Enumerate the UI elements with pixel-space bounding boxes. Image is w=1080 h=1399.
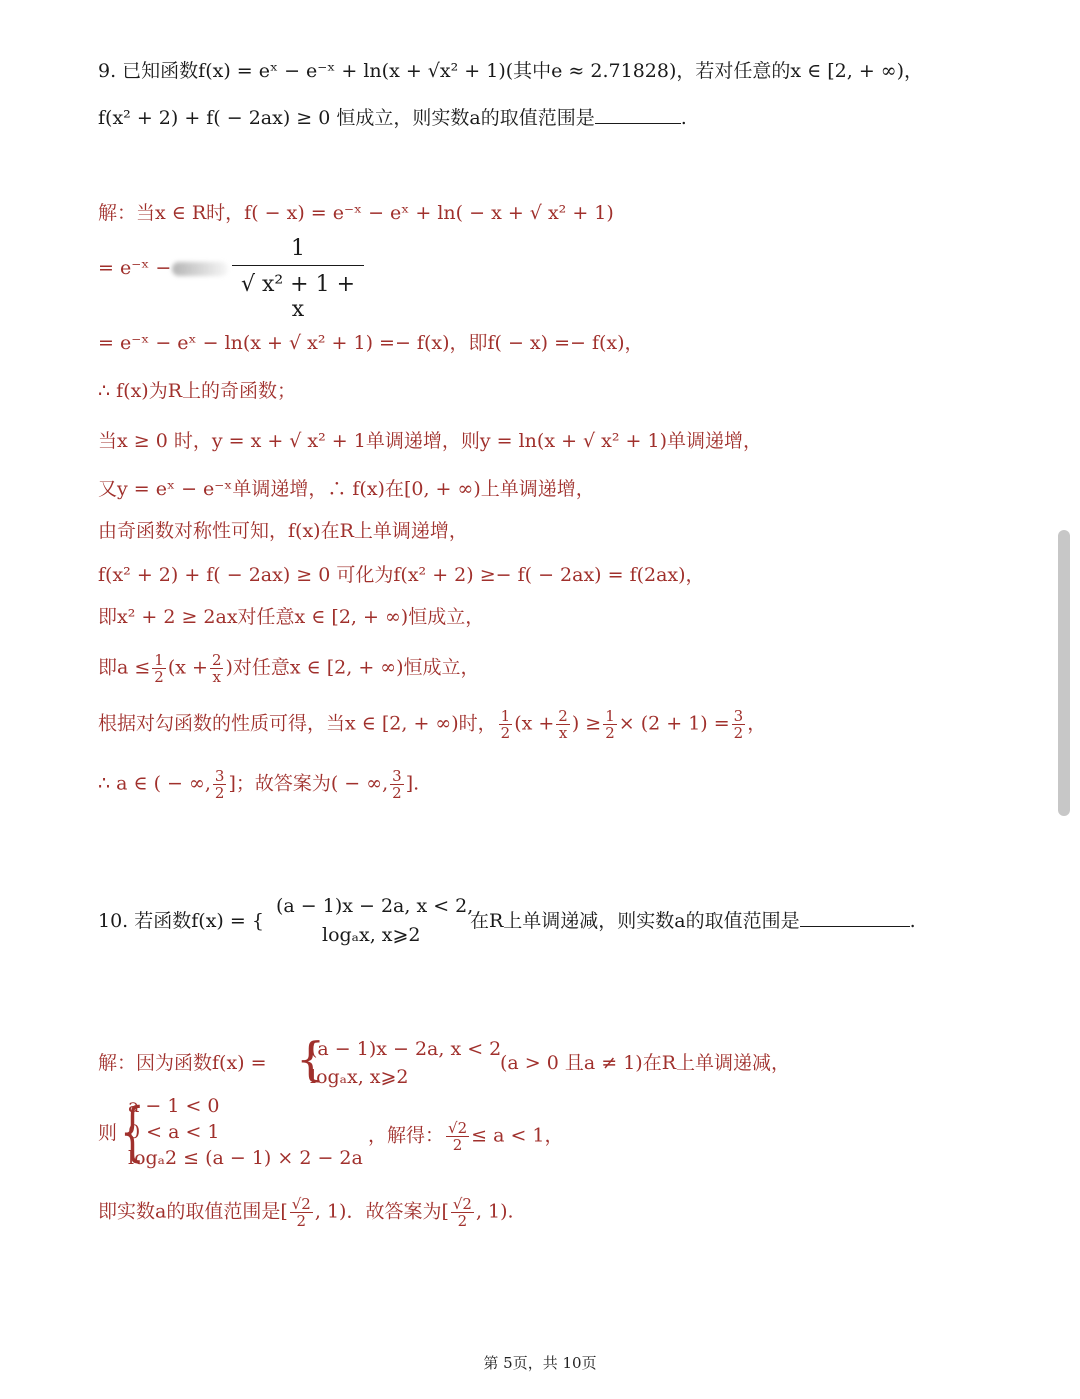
- fraction-numerator: √2: [448, 1119, 468, 1137]
- fraction-denominator: 2: [296, 1212, 307, 1230]
- text-segment: ，: [747, 712, 767, 735]
- text-segment: ∴ a ∈ ( − ∞,: [98, 772, 211, 795]
- question-10-text: 在R上单调递减，则实数a的取值范围是: [470, 910, 800, 932]
- text-segment: , 1).: [475, 1200, 514, 1223]
- text-segment: 即实数a的取值范围是[: [98, 1200, 288, 1223]
- question-9-line-1: 9. 已知函数f(x) = eˣ − e⁻ˣ + ln(x + √x² + 1)(其中e ≈ 2.71828)，若对任意的x ∈ [2, + ∞)，: [98, 60, 924, 82]
- fraction: [499, 708, 513, 741]
- solution-9-line-10: [98, 652, 480, 685]
- answer-blank: [595, 122, 681, 124]
- fraction-numerator: 1: [500, 707, 511, 725]
- solution-9-line-1: 解：当x ∈ R时，f( − x) = e⁻ˣ − eˣ + ln( − x + √ x² + 1): [98, 202, 614, 224]
- fraction-numerator: 1: [605, 707, 615, 725]
- fraction-denominator: 2: [214, 784, 225, 802]
- fraction: [290, 1196, 313, 1229]
- fraction-denominator: 2: [500, 724, 511, 742]
- question-10-suffix: [470, 908, 916, 934]
- solution-10-case-1: (a − 1)x − 2a, x < 2: [310, 1038, 502, 1060]
- solution-9-line-9: 即x² + 2 ≥ 2ax对任意x ∈ [2, + ∞)恒成立，: [98, 606, 485, 628]
- solution-9-line-6: 又y = eˣ − e⁻ˣ单调递增，∴ f(x)在[0, + ∞)上单调递增，: [98, 478, 595, 500]
- solution-9-fraction: [232, 236, 364, 322]
- period: .: [909, 910, 916, 932]
- solution-10-then: 则: [98, 1122, 118, 1144]
- system-condition-3: logₐ2 ≤ (a − 1) × 2 − 2a: [128, 1147, 363, 1169]
- solution-9-line-2-prefix: = e⁻ˣ −: [98, 257, 172, 279]
- question-10-prefix: 10. 若函数f(x) = {: [98, 910, 264, 932]
- fraction-numerator: √2: [291, 1195, 311, 1213]
- text-segment: × (2 + 1) =: [618, 712, 730, 735]
- solution-9-line-5: 当x ≥ 0 时，y = x + √ x² + 1单调递增，则y = ln(x + √ x² + 1)单调递增，: [98, 430, 763, 452]
- fraction-denominator: x: [212, 668, 221, 686]
- question-9-line-2: [98, 105, 687, 131]
- fraction: [390, 768, 404, 801]
- fraction-numerator: 1: [232, 236, 364, 266]
- fraction-denominator: 2: [457, 1212, 468, 1230]
- fraction: [451, 1196, 474, 1229]
- fraction-numerator: 1: [154, 651, 164, 669]
- text-segment: ]；故答案为( − ∞,: [228, 772, 389, 795]
- solution-10-line-3: [98, 1196, 514, 1229]
- text-segment: (x +: [514, 712, 555, 735]
- question-10-case-2: logₐx, x⩾2: [322, 924, 421, 946]
- solution-10-case-2: logₐx, x⩾2: [310, 1066, 409, 1088]
- question-9-text: f(x² + 2) + f( − 2ax) ≥ 0 恒成立，则实数a的取值范围是: [98, 107, 595, 129]
- solution-9-line-3: = e⁻ˣ − eˣ − ln(x + √ x² + 1) =− f(x)，即f( − x) =− f(x)，: [98, 332, 644, 354]
- text-segment: ≤ a < 1，: [471, 1124, 564, 1147]
- solution-9-line-8: f(x² + 2) + f( − 2ax) ≥ 0 可化为f(x² + 2) ≥− f( − 2ax) = f(2ax)，: [98, 564, 705, 586]
- text-segment: ) ≥: [571, 712, 602, 735]
- text-segment: )对任意x ∈ [2, + ∞)恒成立，: [225, 656, 480, 679]
- fraction-denominator: 2: [154, 668, 164, 686]
- solution-10-solve: [368, 1120, 564, 1153]
- vertical-scrollbar[interactable]: [1058, 530, 1070, 816]
- period: .: [680, 107, 687, 129]
- text-segment: 根据对勾函数的性质可得，当x ∈ [2, + ∞)时，: [98, 712, 497, 735]
- fraction-numerator: √2: [452, 1195, 472, 1213]
- page-footer: 第 5页，共 10页: [483, 1354, 597, 1372]
- fraction: [210, 652, 224, 685]
- solution-10-brace: {: [296, 1032, 326, 1086]
- text-segment: 即a ≤: [98, 656, 151, 679]
- fraction: [446, 1120, 469, 1153]
- fraction-denominator: 2: [452, 1136, 463, 1154]
- fraction-numerator: 3: [214, 767, 225, 785]
- fraction-numerator: 2: [211, 651, 222, 669]
- solution-9-line-12: [98, 768, 419, 801]
- fraction: [556, 708, 570, 741]
- question-10-case-1: (a − 1)x − 2a, x < 2,: [276, 895, 474, 917]
- fraction-denominator: 2: [605, 724, 615, 742]
- fraction-denominator: 2: [733, 724, 744, 742]
- system-condition-2: 0 < a < 1: [128, 1121, 220, 1143]
- text-segment: ].: [405, 772, 420, 795]
- fraction: [603, 708, 617, 741]
- fraction: [152, 652, 166, 685]
- fraction-numerator: 3: [392, 767, 402, 785]
- fraction-denominator: √ x² + 1 + x: [240, 272, 356, 322]
- fraction-denominator: x: [558, 724, 568, 742]
- fraction-denominator: 2: [392, 784, 402, 802]
- fraction-numerator: 3: [733, 707, 744, 725]
- blurred-region: [172, 262, 228, 276]
- text-segment: ，解得：: [368, 1124, 445, 1147]
- text-segment: (x +: [167, 656, 208, 679]
- solution-10-prefix: 解：因为函数f(x) =: [98, 1052, 267, 1074]
- fraction-numerator: 2: [558, 707, 568, 725]
- system-condition-1: a − 1 < 0: [128, 1095, 220, 1117]
- fraction: [213, 768, 227, 801]
- solution-10-line-1-suffix: (a > 0 且a ≠ 1)在R上单调递减，: [500, 1052, 791, 1074]
- text-segment: , 1)．故答案为[: [314, 1200, 449, 1223]
- solution-9-line-7: 由奇函数对称性可知，f(x)在R上单调递增，: [98, 520, 468, 542]
- answer-blank: [800, 925, 910, 927]
- solution-9-line-11: [98, 708, 766, 741]
- solution-9-line-4: ∴ f(x)为R上的奇函数；: [98, 380, 297, 402]
- fraction: [732, 708, 746, 741]
- solution-10-system-brace: {: [120, 1095, 145, 1169]
